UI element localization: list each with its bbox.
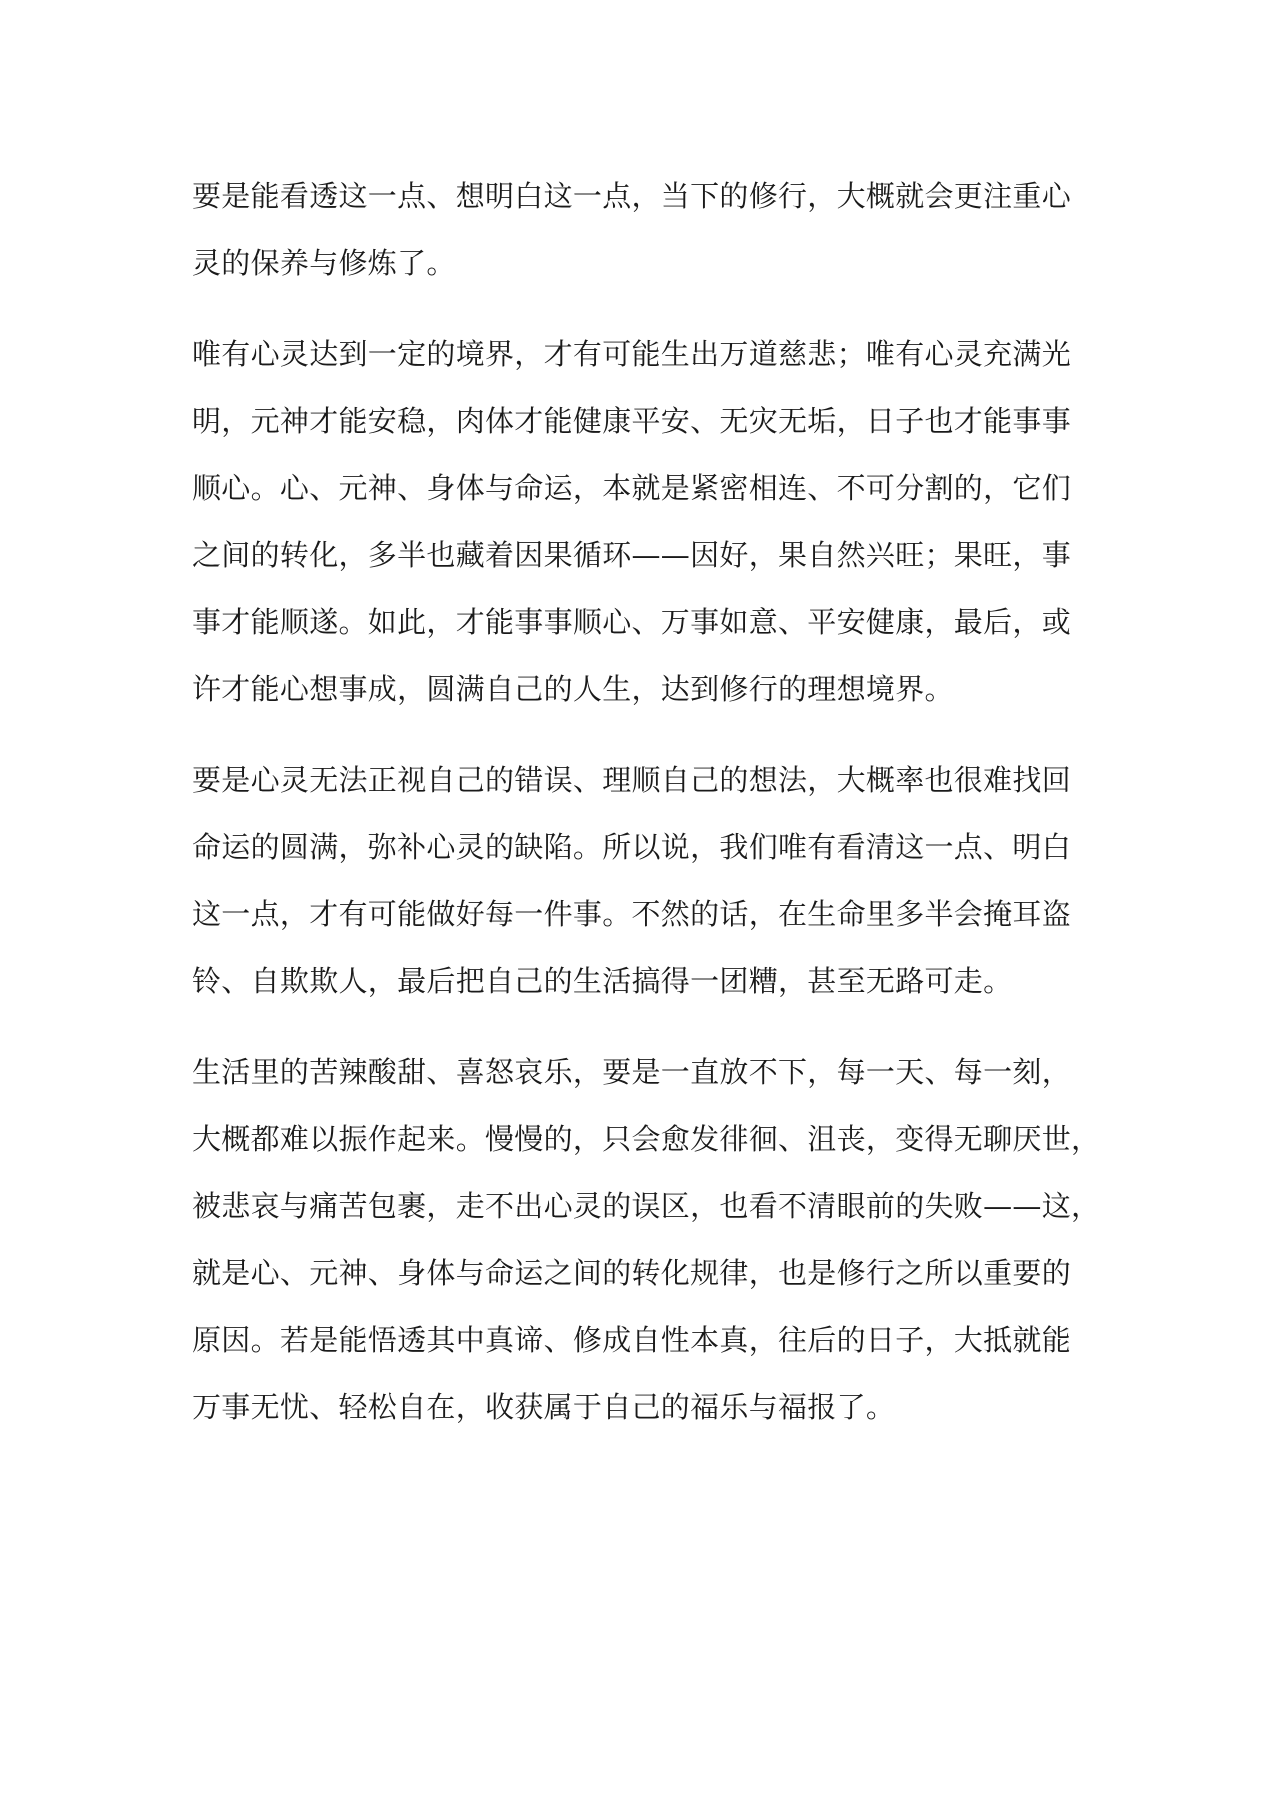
text-line: 事才能顺遂。如此，才能事事顺心、万事如意、平安健康，最后，或 bbox=[192, 605, 1072, 639]
text-line: 灵的保养与修炼了。 bbox=[192, 246, 456, 280]
text-line: 许才能心想事成，圆满自己的人生，达到修行的理想境界。 bbox=[192, 672, 954, 706]
text-line: 就是心、元神、身体与命运之间的转化规律，也是修行之所以重要的 bbox=[192, 1256, 1072, 1290]
text-line: 要是能看透这一点、想明白这一点，当下的修行，大概就会更注重心 bbox=[192, 179, 1072, 213]
text-line: 大概都难以振作起来。慢慢的，只会愈发徘徊、沮丧，变得无聊厌世， bbox=[192, 1122, 1101, 1156]
paragraph-1 bbox=[192, 163, 1082, 297]
text-line: 明，元神才能安稳，肉体才能健康平安、无灾无垢，日子也才能事事 bbox=[192, 404, 1072, 438]
paragraph-3 bbox=[192, 747, 1082, 1015]
text-line: 铃、自欺欺人，最后把自己的生活搞得一团糟，甚至无路可走。 bbox=[192, 964, 1013, 998]
paragraph-2 bbox=[192, 321, 1082, 723]
paragraph-4 bbox=[192, 1039, 1101, 1441]
text-line: 生活里的苦辣酸甜、喜怒哀乐，要是一直放不下，每一天、每一刻， bbox=[192, 1055, 1072, 1089]
text-line: 要是心灵无法正视自己的错误、理顺自己的想法，大概率也很难找回 bbox=[192, 763, 1072, 797]
text-line: 原因。若是能悟透其中真谛、修成自性本真，往后的日子，大抵就能 bbox=[192, 1323, 1072, 1357]
text-line: 顺心。心、元神、身体与命运，本就是紧密相连、不可分割的，它们 bbox=[192, 471, 1072, 505]
document-body bbox=[192, 163, 1101, 1465]
text-line: 这一点，才有可能做好每一件事。不然的话，在生命里多半会掩耳盗 bbox=[192, 897, 1072, 931]
text-line: 被悲哀与痛苦包裹，走不出心灵的误区，也看不清眼前的失败——这， bbox=[192, 1189, 1101, 1223]
text-line: 之间的转化，多半也藏着因果循环——因好，果自然兴旺；果旺，事 bbox=[192, 538, 1072, 572]
text-line: 唯有心灵达到一定的境界，才有可能生出万道慈悲；唯有心灵充满光 bbox=[192, 337, 1072, 371]
text-line: 命运的圆满，弥补心灵的缺陷。所以说，我们唯有看清这一点、明白 bbox=[192, 830, 1072, 864]
text-line: 万事无忧、轻松自在，收获属于自己的福乐与福报了。 bbox=[192, 1390, 896, 1424]
